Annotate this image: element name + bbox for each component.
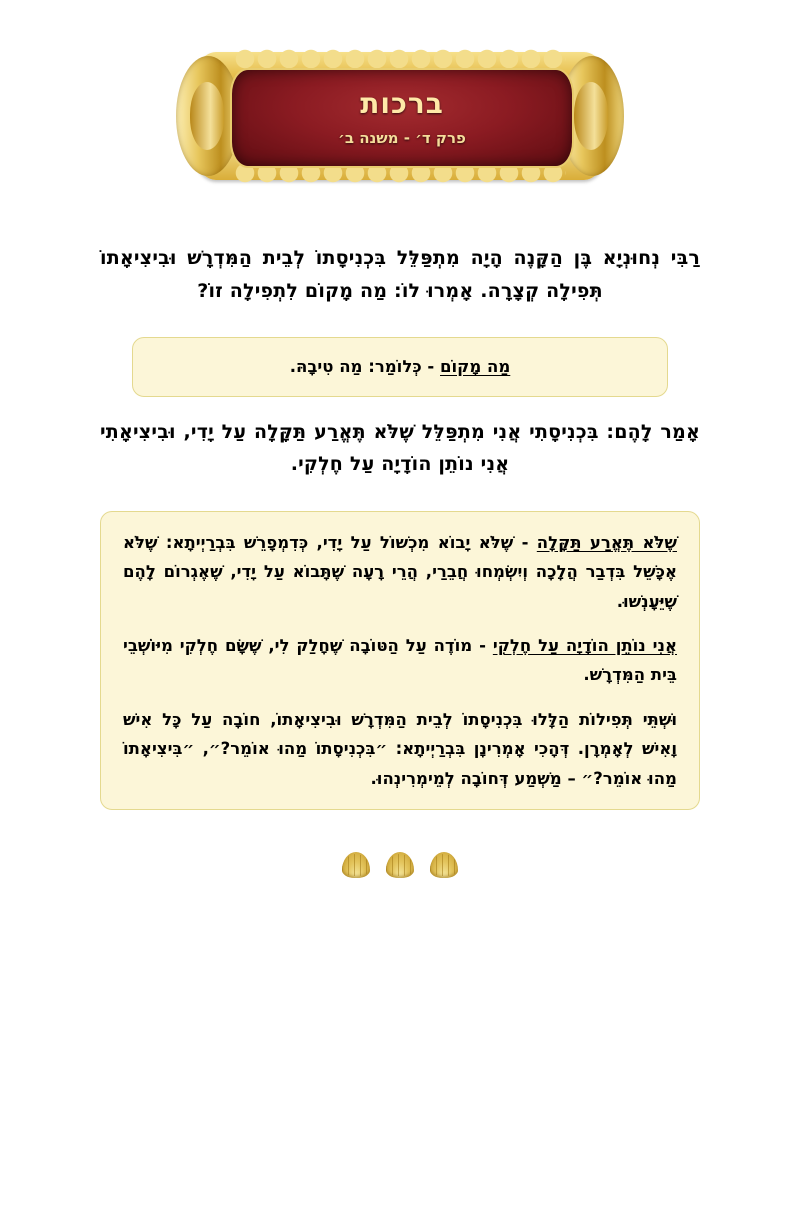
commentary-2-lemma-2: אֲנִי נוֹתֵן הוֹדָיָה עַל חֶלְקִי	[492, 636, 677, 656]
tractate-title: ברכות	[360, 87, 444, 121]
chapter-mishna-subtitle: פרק ד׳ - משנה ב׳	[338, 128, 466, 147]
commentary-box-1	[132, 337, 668, 396]
commentary-1-text: - כְּלוֹמַר: מַה טִיבָהּ.	[289, 357, 441, 377]
commentary-2-paragraph-1	[123, 528, 677, 616]
title-banner	[190, 46, 610, 186]
mishna-paragraph-1: רַבִּי נְחוּנְיָא בֶּן הַקָּנֶה הָיָה מִתְפַּלֵּל בִּכְנִיסָתוֹ לְבֵית הַמִּדְרָשׁ וּבִיצִיאָתוֹ תְּפִילָה קְצָרָה. אָמְרוּ לוֹ: מַה מָקוֹם לִתְפִילָה זוֹ?	[100, 247, 700, 302]
page-header	[0, 0, 800, 186]
commentary-2-paragraph-2	[123, 631, 677, 690]
footer-ornaments	[0, 852, 800, 878]
mishna-paragraph-2: אָמַר לָהֶם: בִּכְנִיסָתִי אֲנִי מִתְפַּלֵּל שֶׁלֹּא תֶּאֱרַע תַּקָּלָה עַל יָדִי, וּבִיצִיאָתִי אֲנִי נוֹתֵן הוֹדָיָה עַל חֶלְקִי.	[100, 420, 700, 476]
banner-scallop-top	[234, 48, 566, 70]
commentary-box-2	[100, 511, 700, 810]
commentary-2-text-2: - מוֹדֶה עַל הַטּוֹבָה שֶׁחָלַק לִי, שֶׁשָּׂם חֶלְקִי מִיּוֹשְׁבֵי בֵּית הַמִּדְרָשׁ.	[123, 636, 677, 685]
shell-ornament	[386, 852, 414, 878]
commentary-2-text-3: וּשְׁתֵּי תְּפִילוֹת הַלָּלוּ בִּכְנִיסָתוֹ לְבֵית הַמִּדְרָשׁ וּבִיצִיאָתוֹ, חוֹבָה עַל כָּל אִישׁ וָאִישׁ לְאָמְרָן. דְּהָכִי אָמְרִינָן בִּבְרַיְיתָא: ״בִּכְנִיסָתוֹ מַהוּ אוֹמֵר?״, ״בִּיצִיאָתוֹ מַהוּ אוֹמֵר?״ – מַשְׁמַע דְּחוֹבָה לְמֵימְרִינְהוּ.	[123, 709, 677, 788]
commentary-1-lemma: מַה מָקוֹם	[440, 357, 511, 377]
page-content	[0, 242, 800, 810]
shell-ornament	[430, 852, 458, 878]
banner-inner-panel	[230, 68, 574, 168]
commentary-2-text-1: - שֶׁלֹּא יָבוֹא מִכְשׁוֹל עַל יָדִי, כְּדִמְפָרֵשׁ בִּבְרַיְיתָא: שֶׁלֹּא אֶכָּשֵׁל בִּדְבַר הֲלָכָה וְיִשְׂמְחוּ חֲבֵרַי, הֲרֵי רָעָה שֶׁתָּבוֹא עַל יָדִי, שֶׁאֶגְרוֹם לָהֶם שֶׁיֵּעָנְשׁוּ.	[123, 533, 677, 611]
commentary-1-line	[153, 352, 647, 381]
shell-ornament	[342, 852, 370, 878]
commentary-2-paragraph-3	[123, 705, 677, 793]
commentary-2-lemma-1: שֶׁלֹּא תֶּאֱרַע תַּקָּלָה	[536, 533, 677, 553]
